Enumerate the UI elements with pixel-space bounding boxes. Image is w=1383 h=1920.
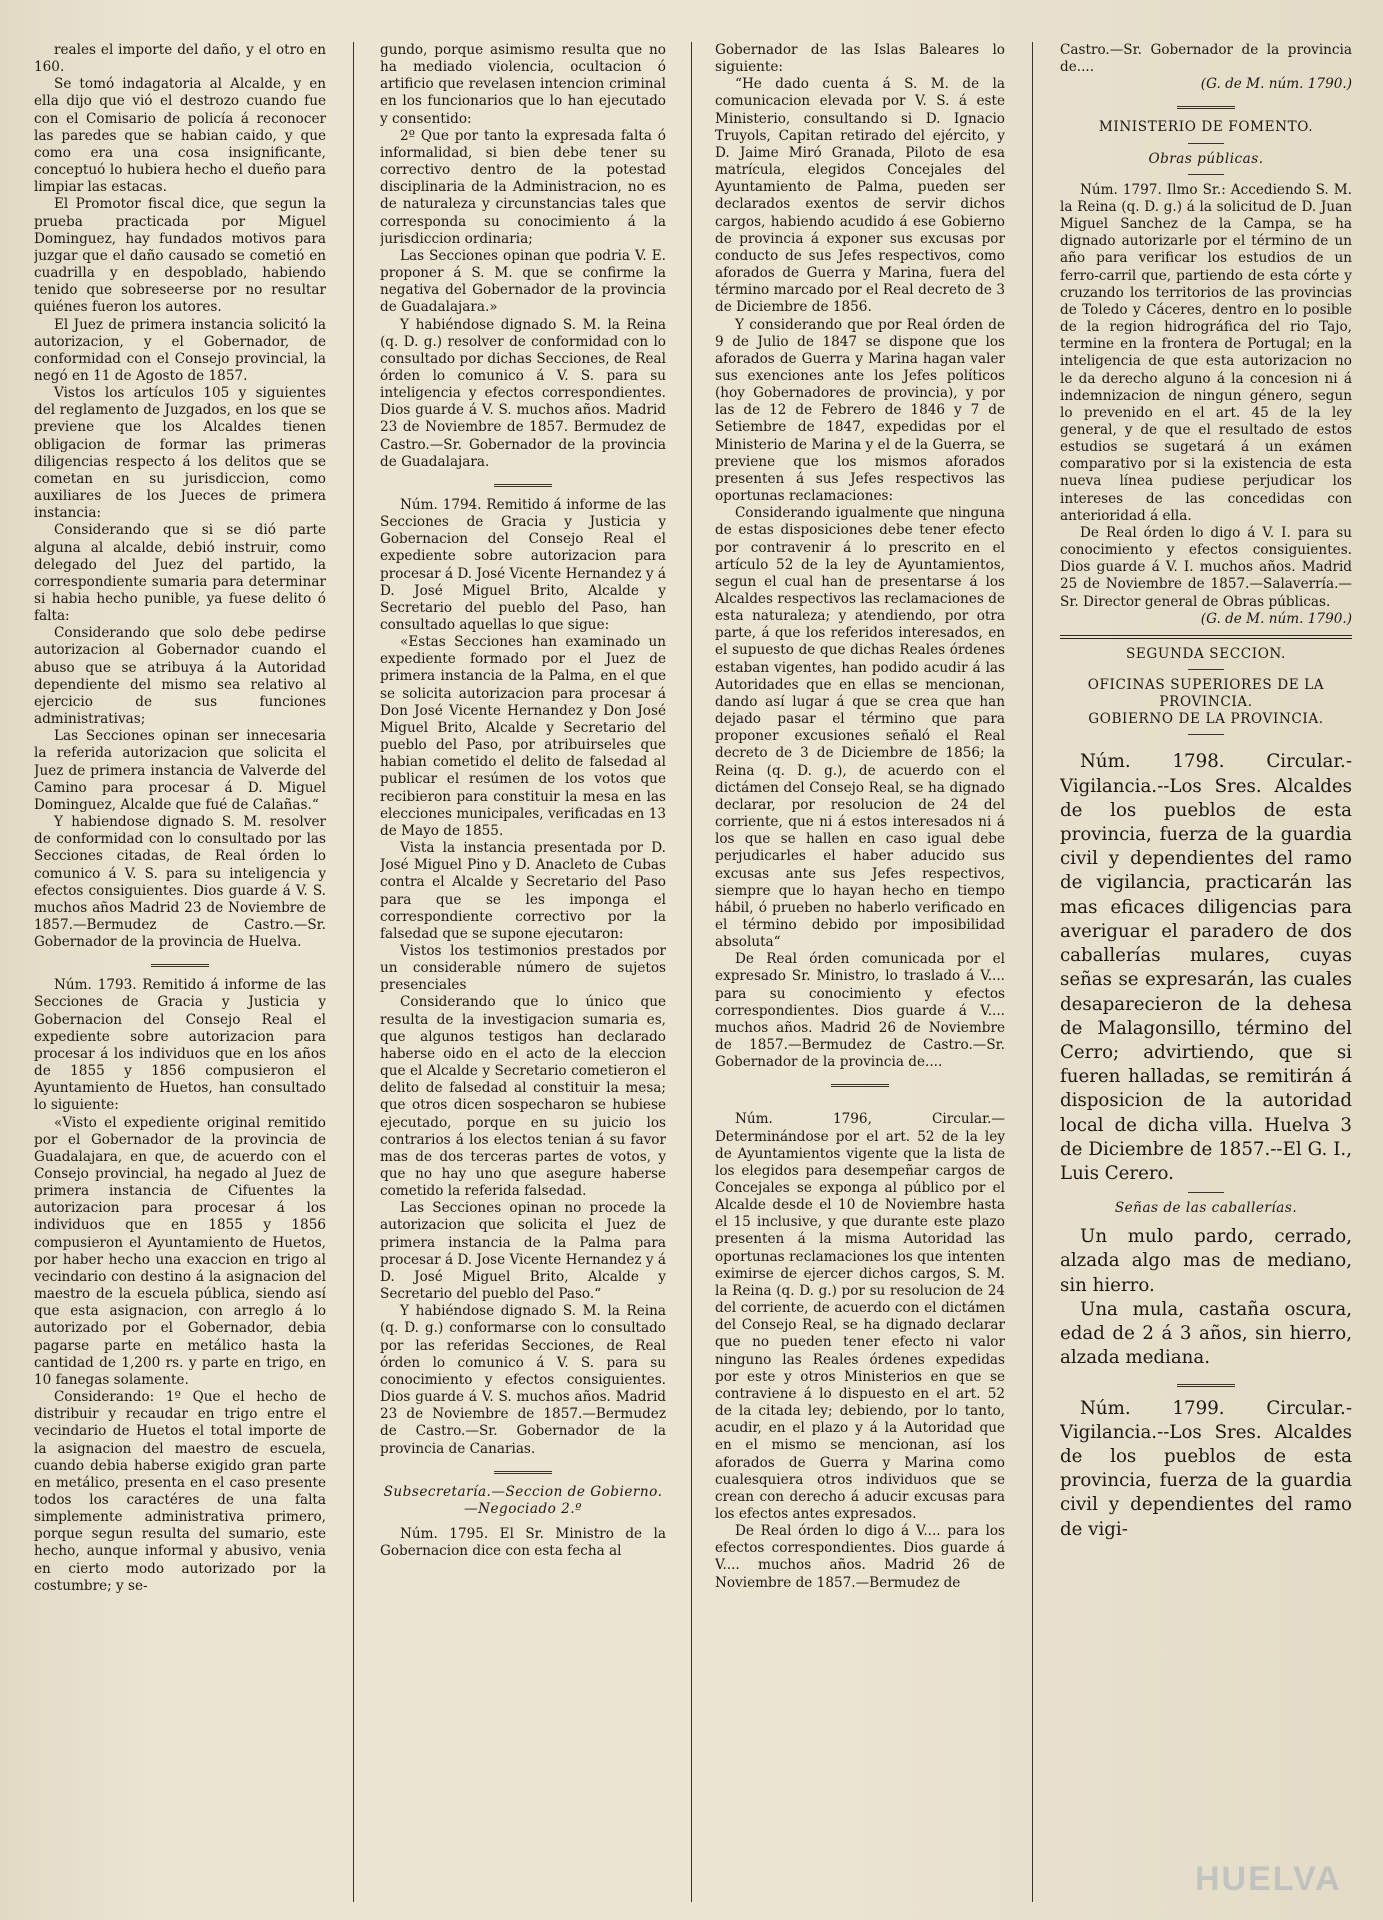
paragraph: El Promotor fiscal dice, que segun la prueba practicada por Miguel Dominguez, hay fundados motivos para juzgar que el daño causado se cometió en cuadrilla y en despoblado, habiendo tenido que sobreseerse por no resultar quiénes fueron los autores.	[34, 196, 326, 316]
paragraph: Vista la instancia presentada por D. José Miguel Pino y D. Anacleto de Cubas contra el Alcalde y Secretario del Paso para que se les imponga el correspondiente correctivo por la falsedad que se supone ejecutaron:	[380, 840, 666, 942]
paragraph: Se tomó indagatoria al Alcalde, y en ella dijo que vió el destrozo cuando fue con el Comisario de policía á reconocer las paredes que se habian caido, y que como era una cosa insignificante, conceptuó lo hubiera hecho el dueño para limpiar las estacas.	[34, 76, 326, 196]
paragraph: Considerando igualmente que ninguna de estas disposiciones debe tener efecto por contravenir á lo prescrito en el artículo 52 de la ley de Ayuntamientos, segun el cual han de presentarse á los Alcaldes respectivos las reclamaciones de esta naturaleza; y atendiendo, por otra parte, á que los referidos interesados, en el supuesto de que dichas Reales órdenes estaban vigentes, han podido acudir á las Autoridades que en ellas se mencionan, dando así lugar á que se crea que han dejado pasar el término que para proponer excusiones señaló el Real decreto de 3 de Diciembre de 1856; la Reina (q. D. g.), de acuerdo con el dictámen del Consejo Real, se ha dignado declarar, por resolucion de 24 del corriente, que ni á estos interesados ni á los que se hallen en caso igual debe perjudicarles el haber aducido sus excusas ante sus Jefes respectivos, siempre que lo hayan hecho en tiempo hábil, ó prueben no haberlo verificado en el término debido por imposibilidad absoluta“	[715, 505, 1005, 951]
column-4	[1060, 42, 1352, 1912]
paragraph: 2º Que por tanto la expresada falta ó informalidad, si bien debe tener su correctivo dentro de la potestad disciplinaria de la Administracion, no es de naturaleza y circunstancias tales que corresponda su conocimiento á la jurisdiccion ordinaria;	[380, 127, 666, 247]
section-heading: SEGUNDA SECCION.	[1126, 645, 1286, 662]
paragraph: De Real órden lo digo á V.... para los efectos correspondientes. Dios guarde á V.... muchos años. Madrid 26 de Noviembre de 1857.—Bermudez de	[715, 1523, 1005, 1591]
column-rule	[1032, 42, 1033, 1902]
column-2	[380, 42, 666, 1912]
section-heading: MINISTERIO DE FOMENTO.	[1098, 119, 1314, 136]
column-1	[34, 42, 326, 1912]
paragraph: Y considerando que por Real órden de 9 de Julio de 1847 se dispone que los aforados de Guerra y Marina hagan valer sus exenciones ante los Jefes políticos (hoy Gobernadores de provincia), y por las de 12 de Febrero de 1846 y 7 de Setiembre de 1847, expedidas por el Ministerio de Marina y el de la Guerra, se previene que los mismos aforados presenten á sus Jefes respectivos las oportunas reclamaciones:	[715, 316, 1005, 505]
paragraph: Y habiéndose dignado S. M. la Reina (q. D. g.) resolver de conformidad con lo consultado por dichas Secciones, de Real órden lo comunico á V. S. para su inteligencia y efectos correspondientes. Dios guarde á V. S. muchos años. Madrid 23 de Noviembre de 1857. Bermudez de Castro.—Sr. Gobernador de la provincia de Guadalajara.	[380, 316, 666, 470]
paragraph: Considerando que solo debe pedirse autorizacion al Gobernador cuando el abuso que se atribuya á la Autoridad dependiente del mismo sea relativo al ejercicio de sus funciones administrativas;	[34, 625, 326, 728]
double-rule	[1060, 628, 1352, 646]
paragraph: Vistos los testimonios prestados por un considerable número de sujetos presenciales	[380, 942, 666, 994]
paragraph: El Juez de primera instancia solicitó la autorizacion, y el Gobernador, de conformidad con el Consejo provincial, la negó en 11 de Agosto de 1857.	[34, 316, 326, 384]
spacer	[1060, 742, 1352, 750]
paragraph: Gobernador de las Islas Baleares lo siguiente:	[715, 42, 1005, 76]
paragraph: gundo, porque asimismo resulta que no ha mediado violencia, ocultacion ó artificio que revelasen intencion criminal en los funcionarios que lo han ejecutado y consentido:	[380, 42, 666, 127]
paragraph: Y habiéndose dignado S. M. la Reina (q. D. g.) conformarse con lo consultado por las referidas Secciones, de Real órden lo comunico á V. S. para su conocimiento y efectos consiguientes. Dios guarde á V. S. muchos años. Madrid 23 de Noviembre de 1857.—Bermudez de Castro.—Sr. Gobernador de la provincia de Canarias.	[380, 1303, 666, 1457]
column-rule	[691, 42, 692, 1902]
paragraph: Una mula, castaña oscura, edad de 2 á 3 años, sin hierro, alzada mediana.	[1060, 1298, 1352, 1369]
paragraph: Núm. 1795. El Sr. Ministro de la Gobernacion dice con esta fecha al	[380, 1525, 666, 1560]
paragraph: De Real órden lo digo á V. I. para su conocimiento y efectos consiguientes. Dios guarde á V. I. muchos años. Madrid 25 de Noviembre de 1857.—Salaverría.—Sr. Director general de Obras públicas.	[1060, 524, 1352, 610]
section-heading: OFICINAS SUPERIORES DE LA PROVINCIA.	[1087, 677, 1325, 711]
section-heading: Subsecretaría.—Seccion de Gobierno.—Negociado 2.º	[383, 1483, 663, 1517]
section-heading: Señas de las caballerías.	[1114, 1200, 1298, 1217]
section-divider	[380, 1458, 666, 1484]
spacer	[1060, 1217, 1352, 1225]
paragraph: De Real órden comunicada por el expresado Sr. Ministro, lo traslado á V.... para su conocimiento y efectos correspondientes. Dios guarde á V.... muchos años. Madrid 26 de Noviembre de 1857.—Bermudez de Castro.—Sr. Gobernador de la provincia de....	[715, 951, 1005, 1071]
paragraph: Considerando que si se dió parte alguna al alcalde, debió instruir, como delegado del Juez del partido, la correspondiente sumaria para determinar si habia hecho punible, ya fuese delito ó falta:	[34, 522, 326, 625]
paragraph: Y habiendose dignado S. M. resolver de conformidad con lo consultado por las Secciones citadas, de Real órden lo comunico á V. S. para su inteligencia y efectos consiguientes. Dios guarde á V. S. muchos años Madrid 23 de Noviembre de 1857.—Bermudez de Castro.—Sr. Gobernador de la provincia de Huelva.	[34, 814, 326, 951]
section-divider	[1060, 1371, 1352, 1397]
section-divider	[34, 951, 326, 977]
short-rule	[1060, 168, 1352, 182]
spacer	[380, 1518, 666, 1526]
paragraph: “He dado cuenta á S. M. de la comunicacion elevada por V. S. á este Ministerio, consultando si D. Ignacio Truyols, Capitan retirado del ejército, y D. Jaime Miró Granada, Piloto de esa matrícula, elegidos Concejales del Ayuntamiento de Palma, pueden ser declarados exentos de servir dichos cargos, habiendo acudido á ese Gobierno de provincia á exponer sus excusas por conducto de sus Jefes respectivos, como aforados de Guerra y Marina, fuera del término marcado por el Real decreto de 3 de Diciembre de 1856.	[715, 76, 1005, 316]
paragraph: Las Secciones opinan que podria V. E. proponer á S. M. que se confirme la negativa del Gobernador de la provincia de Guadalajara.»	[380, 247, 666, 316]
paragraph: Considerando que lo único que resulta de la investigacion sumaria es, que algunos testigos han declarado haberse oido en el acto de la eleccion que el Alcalde y Secretario cometieron el delito de falsedad al constituir la mesa; que otros dicen sospecharon se hubiese ejecutado, porque en su juicio los contrarios á los electos tenian á su favor mas de dos terceras partes de votos, y que no hay uno que asegure haberse cometido la referida falsedad.	[380, 994, 666, 1200]
source-citation: (G. de M. núm. 1790.)	[1200, 76, 1352, 93]
paragraph: Un mulo pardo, cerrado, alzada algo mas de mediano, sin hierro.	[1060, 1226, 1352, 1296]
section-divider	[715, 1071, 1005, 1111]
paragraph: reales el importe del daño, y el otro en 160.	[34, 42, 326, 76]
paragraph: «Estas Secciones han examinado un expediente formado por el Juez de primera instancia de la Palma, en el que se solicita autorizacion para procesar á Don José Vicente Hernandez y Don José Miguel Brito, Alcalde y Secretario del pueblo del Paso, por atribuirseles que habian cometido el delito de falsedad al publicar el resúmen de los votos que recibieron para constituir la mesa en las elecciones municipales, verificadas en 13 de Mayo de 1855.	[380, 634, 666, 839]
paragraph: Castro.—Sr. Gobernador de la provincia de....	[1060, 42, 1352, 76]
column-rule	[353, 42, 354, 1902]
short-rule	[1060, 137, 1352, 151]
paragraph: Las Secciones opinan ser innecesaria la referida autorizacion que solicita el Juez de primera instancia de Valverde del Camino para procesar á D. Miguel Dominguez, Alcalde que fué de Calañas.“	[34, 728, 326, 813]
section-divider	[380, 471, 666, 497]
paragraph: Las Secciones opinan no procede la autorizacion que solicita el Juez de primera instancia de la Palma para procesar á D. Jose Vicente Hernandez y á D. José Miguel Brito, Alcalde y Secretario del pueblo del Paso.“	[380, 1200, 666, 1303]
section-heading: Obras públicas.	[1148, 150, 1264, 167]
source-citation: (G. de M. núm. 1790.)	[1200, 610, 1352, 627]
paragraph: Núm. 1797. Ilmo Sr.: Accediendo S. M. la Reina (q. D. g.) á la solicitud de D. Juan Miguel Sanchez de la Campa, se ha dignado autorizarle por el término de un año para verificar los estudios de un ferro-carril que, partiendo de esta córte y cruzando los territorios de las provincias de Toledo y Cáceres, dentro en lo posible de la region hidrográfica del rio Tajo, termine en la frontera de Portugal; en la inteligencia de que esta autorizacion no le da derecho alguno á la concesion ni á indemnizacion de ningun género, segun lo prevenido en el art. 45 de la ley general, y de que el resultado de estos estudios se sugetará á un exámen comparativo por si la existencia de esta nueva línea pudiese perjudicar los intereses de las concedidas con anterioridad á ella.	[1060, 181, 1352, 524]
short-rule	[1060, 1186, 1352, 1200]
paragraph: Núm. 1796, Circular.—Determinándose por el art. 52 de la ley de Ayuntamientos vigente que la lista de los elegidos para desempeñar cargos de Concejales se exponga al público por el Alcalde desde el 10 de Noviembre hasta el 15 inclusive, y que durante este plazo presenten á la misma Autoridad las oportunas reclamaciones los que intenten eximirse de ejercer dichos cargos, S. M. la Reina (q. D. g.) por su resolucion de 24 del corriente, de acuerdo con el dictámen del Consejo Real, se ha dignado declarar que no pueden tener efecto ni valor ninguno las Reales órdenes expedidas por este y otros Ministerios en que se contraviene á lo dispuesto en el art. 52 de la citada ley; debiendo, por lo tanto, acudir, en el plazo y á la Autoridad que en el mismo se mencionan, así los aforados de Guerra y Marina como cualesquiera otros individuos que se crean con derecho á aducir excusas para los efectos antes expresados.	[715, 1111, 1005, 1522]
column-3	[715, 42, 1005, 1912]
short-rule	[1060, 728, 1352, 742]
section-heading: GOBIERNO DE LA PROVINCIA.	[1088, 711, 1324, 728]
short-rule	[1060, 663, 1352, 677]
section-divider	[1060, 93, 1352, 119]
paragraph: «Visto el expediente original remitido por el Gobernador de la provincia de Guadalajara, en que, de acuerdo con el Consejo provincial, ha negado al Juez de primera instancia de Cifuentes la autorizacion para procesar á los individuos que en 1855 y 1856 compusieron el Ayuntamiento de Huetos, por haber hecho una exaccion en trigo al vecindario con destino á la asignacion del maestro de la escuela pública, siendo así que esta asignacion, con arreglo á lo autorizado por el Gobernador, debia pagarse parte en metálico hasta la cantidad de 1,200 rs. y parte en trigo, en 10 fanegas solamente.	[34, 1114, 326, 1388]
archive-watermark: HUELVA	[1195, 1860, 1342, 1898]
paragraph: Núm. 1793. Remitido á informe de las Secciones de Gracia y Justicia y Gobernacion del Consejo Real el expediente sobre autorizacion para procesar á los individuos que en los años de 1855 y 1856 compusieron el Ayuntamiento de Huetos, han consultado lo siguiente:	[34, 977, 326, 1114]
paragraph: Núm. 1798. Circular.-Vigilancia.--Los Sres. Alcaldes de los pueblos de esta provincia, fuerza de la guardia civil y dependientes del ramo de vigilancia, practicarán las mas eficaces diligencias para averiguar el paradero de dos caballerías mulares, cuyas señas se expresarán, las cuales desaparecieron de la dehesa de Malagonsillo, término del Cerro; advirtiendo, que si fueren halladas, se remitirán á disposicion de la autoridad local de dicha villa. Huelva 3 de Diciembre de 1857.--El G. I., Luis Cerero.	[1060, 751, 1352, 1184]
paragraph: Núm. 1799. Circular.-Vigilancia.--Los Sres. Alcaldes de los pueblos de esta provincia, fuerza de la guardia civil y dependientes del ramo de vigi-	[1060, 1397, 1352, 1540]
paragraph: Vistos los artículos 105 y siguientes del reglamento de Juzgados, en los que se previene que los Alcaldes tienen obligacion de formar las primeras diligencias respecto á los delitos que se cometan en su jurisdiccion, como auxiliares de los Jueces de primera instancia:	[34, 385, 326, 522]
paragraph: Núm. 1794. Remitido á informe de las Secciones de Gracia y Justicia y Gobernacion del Consejo Real el expediente sobre autorizacion para procesar á D. José Vicente Hernandez y á D. José Miguel Brito, Alcalde y Secretario del pueblo del Paso, han consultado aquellas lo que sigue:	[380, 496, 666, 633]
paragraph: Considerando: 1º Que el hecho de distribuir y recaudar en trigo entre el vecindario de Huetos el total importe de la asignacion del maestro de escuela, cuando debia haberse exigido gran parte en metálico, presenta en el caso presente todos los caractéres de una falta simplemente administrativa primero, porque segun resulta del sumario, este hecho, aunque informal y abusivo, venia en cierto modo autorizado por la costumbre; y se-	[34, 1389, 326, 1594]
